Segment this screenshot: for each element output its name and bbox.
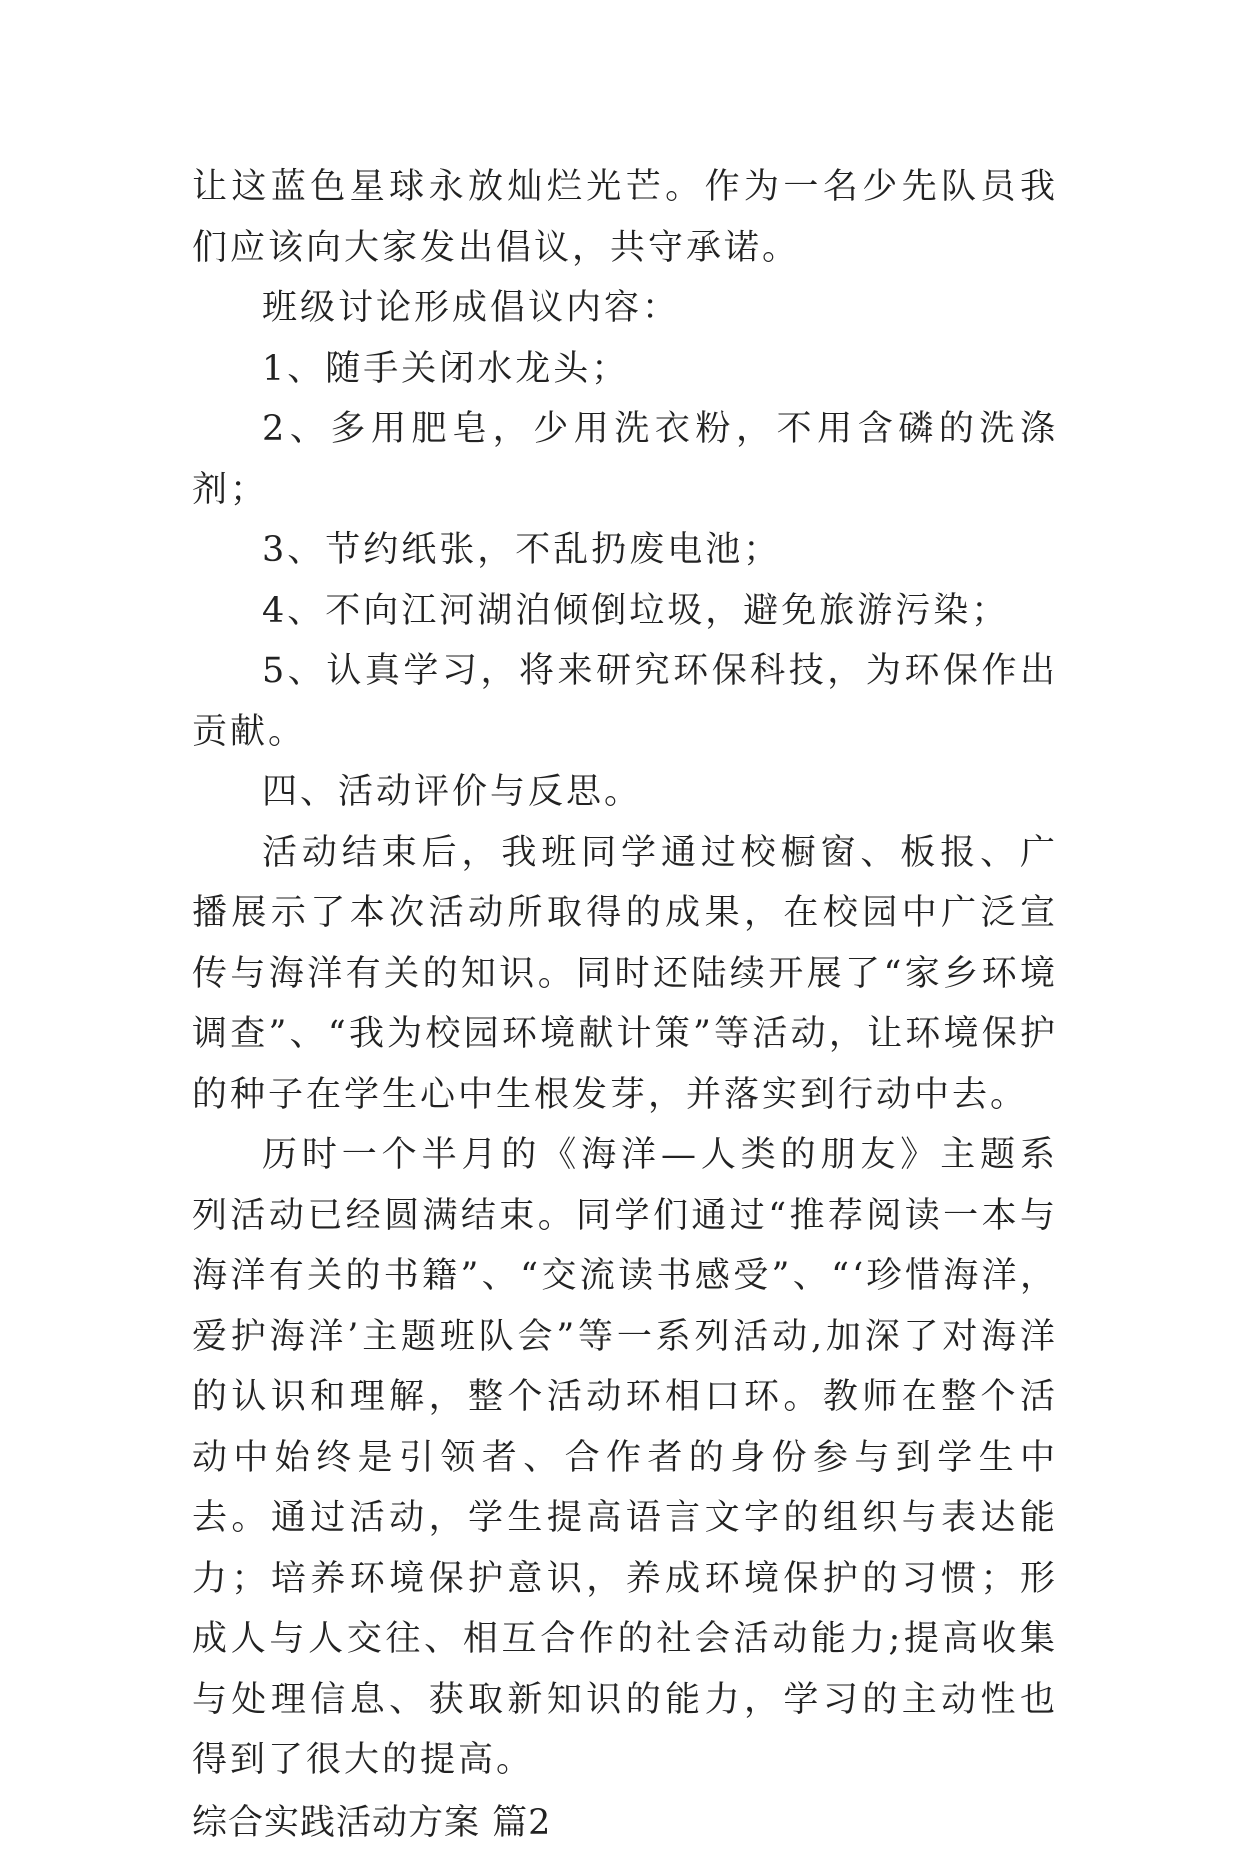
proposal-item-2: 2、多用肥皂，少用洗衣粉，不用含磷的洗涤剂； xyxy=(192,399,1058,520)
proposal-item-1: 1、随手关闭水龙头； xyxy=(192,339,1058,400)
document-body xyxy=(192,157,1058,1853)
paragraph-activity-results: 活动结束后，我班同学通过校橱窗、板报、广播展示了本次活动所取得的成果，在校园中广泛宣传与海洋有关的知识。同时还陆续开展了“家乡环境调查”、“我为校园环境献计策”等活动，让环境保护的种子在学生心中生根发芽，并落实到行动中去。 xyxy=(192,823,1058,1126)
paragraph-activity-summary: 历时一个半月的《海洋—人类的朋友》主题系列活动已经圆满结束。同学们通过“推荐阅读一本与海洋有关的书籍”、“交流读书感受”、“‘珍惜海洋，爱护海洋’主题班队会”等一系列活动,加深了对海洋的认识和理解，整个活动环相口环。教师在整个活动中始终是引领者、合作者的身份参与到学生中去。通过活动，学生提高语言文字的组织与表达能力；培养环境保护意识，养成环境保护的习惯；形成人与人交往、相互合作的社会活动能力;提高收集与处理信息、获取新知识的能力，学习的主动性也得到了很大的提高。 xyxy=(192,1125,1058,1791)
section-heading: 综合实践活动方案 篇2 xyxy=(192,1793,1058,1853)
proposal-item-4: 4、不向江河湖泊倾倒垃圾，避免旅游污染； xyxy=(192,581,1058,642)
section-evaluation-heading: 四、活动评价与反思。 xyxy=(192,762,1058,823)
paragraph-proposal-heading: 班级讨论形成倡议内容： xyxy=(192,278,1058,339)
paragraph-proposal-intro: 让这蓝色星球永放灿烂光芒。作为一名少先队员我们应该向大家发出倡议，共守承诺。 xyxy=(192,157,1058,278)
proposal-item-3: 3、节约纸张，不乱扔废电池； xyxy=(192,520,1058,581)
proposal-item-5: 5、认真学习，将来研究环保科技，为环保作出贡献。 xyxy=(192,641,1058,762)
